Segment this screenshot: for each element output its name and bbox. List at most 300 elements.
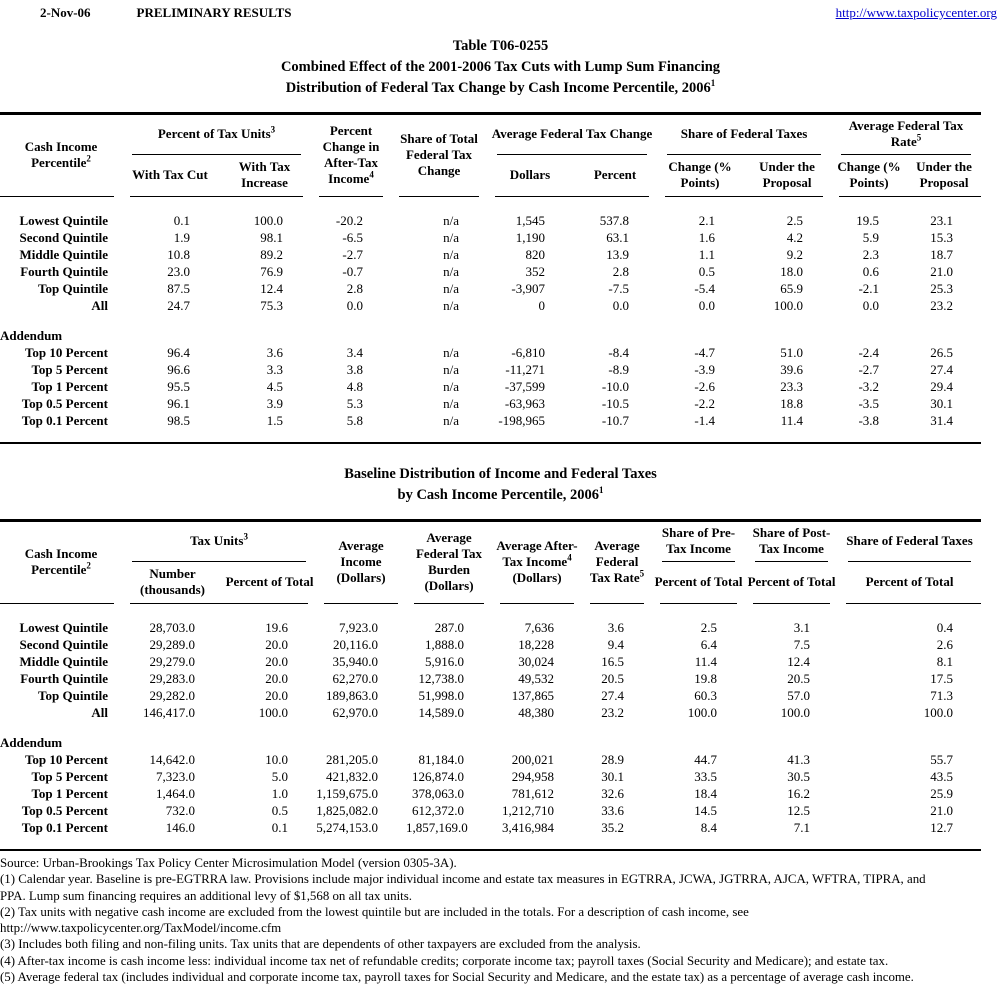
addendum-header-row — [0, 327, 981, 344]
table-row — [0, 212, 981, 229]
spacer-row — [0, 606, 981, 619]
value-cell: 98.5 — [167, 413, 190, 428]
col-header-dollars: Dollars — [509, 167, 551, 182]
value-cell: -3.2 — [858, 379, 880, 394]
value-cell: 5.3 — [346, 396, 364, 411]
value-cell: 100.0 — [773, 298, 804, 313]
value-cell: 146.0 — [165, 820, 195, 835]
value-cell: 0.0 — [698, 298, 716, 313]
value-cell: 33.5 — [694, 769, 718, 784]
footnote-marker: 3 — [270, 124, 276, 135]
addendum-label: Addendum — [0, 735, 63, 750]
value-cell: 1.5 — [266, 413, 284, 428]
table-row — [0, 687, 981, 704]
value-cell: 3.8 — [346, 362, 364, 377]
value-cell: 14.5 — [694, 803, 718, 818]
table-subtitle — [0, 78, 1001, 99]
footnotes — [0, 855, 1001, 985]
value-cell: 781,612 — [511, 786, 555, 801]
value-cell: 612,372.0 — [412, 803, 465, 818]
value-cell: 7,636 — [524, 620, 555, 635]
value-cell: 1.0 — [271, 786, 289, 801]
value-cell: 51,998.0 — [418, 688, 465, 703]
row-label: Top Quintile — [38, 281, 108, 296]
value-cell: 0.0 — [346, 298, 364, 313]
value-cell: 13.9 — [606, 247, 630, 262]
value-cell: 20.0 — [265, 671, 289, 686]
value-cell: n/a — [443, 247, 460, 262]
value-cell: 25.3 — [930, 281, 954, 296]
value-cell: -4.7 — [694, 345, 716, 360]
value-cell: 3.1 — [793, 620, 811, 635]
value-cell: 1,857,169.0 — [406, 820, 468, 835]
col-header-cash-income-percentile — [0, 115, 122, 194]
value-cell: -6,810 — [511, 345, 546, 360]
table-subtitle-text: Distribution of Federal Tax Change by Cash Income Percentile, 2006 — [285, 80, 711, 96]
value-cell: -2.7 — [858, 362, 880, 377]
value-cell: 2.5 — [786, 213, 804, 228]
value-cell: 11.4 — [780, 413, 804, 428]
value-cell: 65.9 — [780, 281, 804, 296]
value-cell: 44.7 — [694, 752, 718, 767]
value-cell: 5,916.0 — [425, 654, 465, 669]
addendum-label: Addendum — [0, 328, 63, 343]
value-cell: -8.4 — [608, 345, 630, 360]
value-cell: 19.5 — [856, 213, 880, 228]
table-title: Combined Effect of the 2001-2006 Tax Cuts with Lump Sum Financing — [280, 59, 721, 75]
row-label: Top 10 Percent — [24, 752, 108, 767]
value-cell: -2.1 — [858, 281, 880, 296]
table2-body — [0, 606, 981, 849]
value-cell: 100.0 — [780, 705, 811, 720]
value-cell: -6.5 — [342, 230, 364, 245]
footnote-marker: 4 — [567, 552, 572, 563]
value-cell: -0.7 — [342, 264, 364, 279]
footnote-line: (1) Calendar year. Baseline is pre-EGTRRA law. Provisions include major individual income and estate tax measures in EGTRRA, JCWA, JGTRRA, AJCA, WFTRA, TIPRA, and — [0, 872, 926, 887]
value-cell: 3.6 — [607, 620, 625, 635]
header-label: Average Federal Tax Rate — [848, 118, 964, 149]
value-cell: 12,738.0 — [418, 671, 465, 686]
value-cell: 100.0 — [687, 705, 718, 720]
value-cell: 820 — [525, 247, 546, 262]
value-cell: 51.0 — [780, 345, 804, 360]
value-cell: 0.1 — [271, 820, 289, 835]
value-cell: 1,159,675.0 — [316, 786, 379, 801]
col-header-change-points: Change (% Points) — [668, 159, 732, 190]
value-cell: -37,599 — [504, 379, 546, 394]
row-label: Top 1 Percent — [31, 786, 108, 801]
value-cell: 7,323.0 — [156, 769, 195, 784]
header-label: Percent of Tax Units — [157, 126, 271, 141]
col-header-cash-income-percentile — [0, 522, 122, 601]
value-cell: 41.3 — [787, 752, 811, 767]
value-cell: 732.0 — [165, 803, 195, 818]
value-cell: 96.1 — [167, 396, 190, 411]
value-cell: n/a — [443, 281, 460, 296]
value-cell: 4.2 — [786, 230, 804, 245]
row-label: Second Quintile — [19, 230, 108, 245]
value-cell: 0.1 — [173, 213, 190, 228]
value-cell: 20.5 — [787, 671, 811, 686]
value-cell: 294,958 — [511, 769, 555, 784]
value-cell: 23.2 — [601, 705, 625, 720]
value-cell: 0.5 — [271, 803, 289, 818]
value-cell: n/a — [443, 379, 460, 394]
value-cell: 28,703.0 — [149, 620, 195, 635]
value-cell: 23.3 — [780, 379, 804, 394]
value-cell: 10.0 — [265, 752, 289, 767]
value-cell: 31.4 — [930, 413, 954, 428]
table-row — [0, 229, 981, 246]
table-row — [0, 670, 981, 687]
value-cell: -7.5 — [608, 281, 630, 296]
value-cell: 60.3 — [694, 688, 718, 703]
value-cell: 23.1 — [930, 213, 954, 228]
value-cell: 3,416,984 — [502, 820, 555, 835]
footnote-marker: 3 — [243, 531, 248, 542]
spacer-row — [0, 721, 981, 734]
value-cell: 24.7 — [167, 298, 190, 313]
value-cell: 3.4 — [346, 345, 364, 360]
footnote-line: (2) Tax units with negative cash income are excluded from the lowest quintile but are included in the totals. For a description of cash income, see — [0, 904, 749, 919]
value-cell: -10.7 — [601, 413, 630, 428]
value-cell: 1.1 — [698, 247, 716, 262]
col-header-percent-of-total: Percent of Total — [865, 574, 954, 589]
table1-sub-header-row — [0, 156, 981, 194]
value-cell: 2.8 — [346, 281, 364, 296]
row-label: Top 5 Percent — [31, 362, 108, 377]
value-cell: 75.3 — [260, 298, 284, 313]
value-cell: 30.1 — [930, 396, 954, 411]
row-label: All — [91, 298, 108, 313]
value-cell: 1.6 — [698, 230, 716, 245]
value-cell: 1,825,082.0 — [316, 803, 379, 818]
row-label: Middle Quintile — [19, 247, 108, 262]
col-group-share-pre-tax-income: Share of Pre-Tax Income — [652, 522, 745, 563]
value-cell: 3.9 — [266, 396, 284, 411]
value-cell: 39.6 — [780, 362, 804, 377]
col-header-with-tax-cut: With Tax Cut — [132, 167, 208, 182]
value-cell: 0.4 — [936, 620, 954, 635]
value-cell: 63.1 — [606, 230, 630, 245]
value-cell: 29,289.0 — [149, 637, 195, 652]
baseline-table-title — [0, 464, 1001, 506]
value-cell: 12.4 — [260, 281, 284, 296]
table-row — [0, 297, 981, 314]
col-header-under-the-proposal: Under the Proposal — [916, 159, 972, 190]
tax-change-table — [0, 115, 981, 442]
col-header-percent: Percent — [593, 167, 637, 182]
col-header-average-federal-tax-rate — [582, 522, 652, 601]
value-cell: n/a — [443, 264, 460, 279]
value-cell: 1,190 — [515, 230, 546, 245]
value-cell: 15.3 — [930, 230, 954, 245]
value-cell: 537.8 — [599, 213, 630, 228]
value-cell: 18.7 — [930, 247, 954, 262]
value-cell: n/a — [443, 362, 460, 377]
value-cell: 81,184.0 — [418, 752, 465, 767]
tax-change-table-section — [0, 112, 981, 444]
value-cell: 18,228 — [518, 637, 555, 652]
table-number: Table T06-0255 — [452, 38, 549, 54]
value-cell: n/a — [443, 396, 460, 411]
value-cell: 20.0 — [265, 654, 289, 669]
value-cell: 421,832.0 — [326, 769, 379, 784]
row-label: Lowest Quintile — [19, 620, 108, 635]
value-cell: 9.4 — [607, 637, 625, 652]
value-cell: 3.3 — [266, 362, 284, 377]
value-cell: -5.4 — [694, 281, 716, 296]
row-label: Middle Quintile — [19, 654, 108, 669]
row-label: Top 0.5 Percent — [21, 803, 108, 818]
value-cell: 2.5 — [700, 620, 718, 635]
table-row — [0, 378, 981, 395]
footnote-marker: 5 — [916, 132, 922, 143]
row-label: All — [91, 705, 108, 720]
value-cell: 30.1 — [601, 769, 625, 784]
col-header-change-points: Change (% Points) — [837, 159, 901, 190]
baseline-table-section — [0, 519, 981, 851]
table-row — [0, 768, 981, 785]
spacer-row — [0, 199, 981, 212]
report-date: 2-Nov-06 — [40, 5, 91, 20]
value-cell: n/a — [443, 413, 460, 428]
col-header-average-after-tax-income — [492, 522, 582, 601]
value-cell: 76.9 — [260, 264, 284, 279]
value-cell: 96.6 — [167, 362, 190, 377]
value-cell: 21.0 — [930, 264, 954, 279]
header-label: Average Federal Tax Rate — [589, 537, 640, 585]
col-header-percent-change-after-tax-income — [311, 115, 391, 194]
value-cell: 29,283.0 — [149, 671, 195, 686]
value-cell: 25.9 — [930, 786, 954, 801]
value-cell: 19.8 — [694, 671, 718, 686]
footnote-line: (3) Includes both filing and non-filing units. Tax units that are dependents of other taxpayers are excluded from the analysis. — [0, 937, 641, 952]
value-cell: 10.8 — [167, 247, 190, 262]
value-cell: 16.5 — [601, 654, 625, 669]
header-label: Tax Units — [190, 533, 244, 548]
table-row — [0, 395, 981, 412]
value-cell: -3,907 — [511, 281, 546, 296]
value-cell: 8.1 — [936, 654, 954, 669]
table-row — [0, 751, 981, 768]
value-cell: -2.7 — [342, 247, 364, 262]
value-cell: 2.8 — [612, 264, 630, 279]
value-cell: 43.5 — [930, 769, 954, 784]
col-group-share-of-federal-taxes: Share of Federal Taxes — [657, 115, 831, 156]
col-group-share-federal-taxes: Share of Federal Taxes — [838, 522, 981, 563]
value-cell: 12.4 — [787, 654, 811, 669]
table-row — [0, 361, 981, 378]
footnote-marker: 4 — [369, 169, 374, 180]
value-cell: 8.4 — [700, 820, 718, 835]
footnote-marker: 1 — [599, 485, 604, 496]
value-cell: 1,545 — [515, 213, 546, 228]
table-row — [0, 412, 981, 429]
value-cell: 7.1 — [793, 820, 811, 835]
footnote-line: (5) Average federal tax (includes individual and corporate income tax, payroll taxes for Social Security and Medicare, and the estate tax) as a percentage of average cash income. — [0, 970, 914, 985]
table-row — [0, 653, 981, 670]
value-cell: -8.9 — [608, 362, 630, 377]
value-cell: 21.0 — [930, 803, 954, 818]
value-cell: 4.8 — [346, 379, 364, 394]
value-cell: 378,063.0 — [412, 786, 465, 801]
value-cell: 2.6 — [936, 637, 954, 652]
value-cell: 100.0 — [923, 705, 954, 720]
row-label: Top 10 Percent — [24, 345, 108, 360]
value-cell: 49,532 — [518, 671, 555, 686]
value-cell: 27.4 — [930, 362, 954, 377]
value-cell: 287.0 — [434, 620, 465, 635]
value-cell: 14,642.0 — [149, 752, 195, 767]
value-cell: 27.4 — [601, 688, 625, 703]
value-cell: 14,589.0 — [418, 705, 465, 720]
col-group-average-federal-tax-rate — [831, 115, 981, 156]
value-cell: n/a — [443, 213, 460, 228]
row-label: Fourth Quintile — [20, 264, 108, 279]
value-cell: -1.4 — [694, 413, 716, 428]
col-header-percent-of-total: Percent of Total — [747, 574, 836, 589]
value-cell: 3.6 — [266, 345, 284, 360]
value-cell: 19.6 — [265, 620, 289, 635]
value-cell: 18.4 — [694, 786, 718, 801]
value-cell: 12.7 — [930, 820, 954, 835]
table-row — [0, 263, 981, 280]
baseline-title-line2 — [0, 485, 1001, 506]
col-header-share-of-total-federal-tax-change: Share of Total Federal Tax Change — [400, 130, 478, 178]
value-cell: 5,274,153.0 — [316, 820, 379, 835]
value-cell: 29,282.0 — [149, 688, 195, 703]
value-cell: 0.5 — [698, 264, 716, 279]
col-header-with-tax-increase: With Tax Increase — [238, 159, 291, 190]
value-cell: 7.5 — [793, 637, 811, 652]
table-row — [0, 619, 981, 636]
footnote-line: PPA. Lump sum financing requires an additional levy of $1,568 on all tax units. — [0, 888, 412, 903]
table-row — [0, 785, 981, 802]
value-cell: 0.6 — [862, 264, 880, 279]
value-cell: -2.6 — [694, 379, 716, 394]
footnote-marker: 1 — [710, 78, 716, 89]
header-label: (Dollars) — [512, 569, 562, 585]
table-row — [0, 819, 981, 836]
value-cell: 20.0 — [265, 688, 289, 703]
table1-bottom-border — [0, 442, 981, 444]
value-cell: 32.6 — [601, 786, 625, 801]
col-header-under-the-proposal: Under the Proposal — [759, 159, 815, 190]
value-cell: 0.0 — [612, 298, 630, 313]
value-cell: 100.0 — [258, 705, 289, 720]
preliminary-results-label: PRELIMINARY RESULTS — [136, 5, 292, 20]
value-cell: 98.1 — [260, 230, 284, 245]
header-label: Average After-Tax Income — [496, 537, 578, 569]
value-cell: 29,279.0 — [149, 654, 195, 669]
value-cell: -3.5 — [858, 396, 880, 411]
header-label: Percent Change in After-Tax Income — [322, 122, 380, 186]
footnote-marker: 2 — [86, 153, 91, 164]
baseline-distribution-table — [0, 522, 981, 849]
value-cell: 62,270.0 — [332, 671, 379, 686]
value-cell: 18.8 — [780, 396, 804, 411]
baseline-title-line2-text: by Cash Income Percentile, 2006 — [397, 487, 599, 503]
spacer-row — [0, 429, 981, 442]
row-label: Top 0.1 Percent — [21, 413, 108, 428]
col-header-average-income: Average Income (Dollars) — [336, 537, 386, 585]
spacer-row — [0, 314, 981, 327]
footnote-marker: 2 — [86, 560, 91, 571]
col-header-average-federal-tax-burden: Average Federal Tax Burden (Dollars) — [415, 529, 483, 593]
value-cell: 23.2 — [930, 298, 954, 313]
value-cell: 30,024 — [518, 654, 555, 669]
table-row — [0, 704, 981, 721]
value-cell: 2.3 — [862, 247, 880, 262]
value-cell: -198,965 — [498, 413, 546, 428]
value-cell: 2.1 — [698, 213, 716, 228]
value-cell: 0 — [538, 298, 546, 313]
value-cell: 126,874.0 — [412, 769, 465, 784]
page-header — [0, 0, 1001, 21]
table1-body — [0, 199, 981, 442]
table-row — [0, 802, 981, 819]
value-cell: 11.4 — [694, 654, 718, 669]
table1-group-header-row — [0, 115, 981, 156]
table-row — [0, 344, 981, 361]
value-cell: 18.0 — [780, 264, 804, 279]
value-cell: n/a — [443, 230, 460, 245]
value-cell: 89.2 — [260, 247, 284, 262]
value-cell: 17.5 — [930, 671, 954, 686]
value-cell: 1,888.0 — [425, 637, 465, 652]
value-cell: 4.5 — [266, 379, 284, 394]
value-cell: 30.5 — [787, 769, 811, 784]
value-cell: 20.5 — [601, 671, 625, 686]
value-cell: 100.0 — [253, 213, 284, 228]
row-label: Top 5 Percent — [31, 769, 108, 784]
footnote-marker: 5 — [639, 568, 645, 579]
value-cell: n/a — [443, 345, 460, 360]
value-cell: 35,940.0 — [332, 654, 379, 669]
value-cell: 96.4 — [167, 345, 190, 360]
value-cell: 95.5 — [167, 379, 190, 394]
value-cell: 281,205.0 — [326, 752, 379, 767]
col-header-number-thousands: Number (thousands) — [139, 566, 206, 597]
value-cell: 200,021 — [511, 752, 555, 767]
col-group-tax-units — [122, 522, 316, 563]
col-group-share-post-tax-income: Share of Post-Tax Income — [745, 522, 838, 563]
value-cell: 20.0 — [265, 637, 289, 652]
value-cell: 1.9 — [173, 230, 190, 245]
value-cell: 33.6 — [601, 803, 625, 818]
taxpolicycenter-link[interactable]: http://www.taxpolicycenter.org — [835, 5, 997, 20]
footnote-line: Source: Urban-Brookings Tax Policy Center Microsimulation Model (version 0305-3A). — [0, 856, 457, 870]
row-label: Top 0.1 Percent — [21, 820, 108, 835]
row-label: Second Quintile — [19, 637, 108, 652]
row-label: Fourth Quintile — [20, 671, 108, 686]
col-group-average-federal-tax-change: Average Federal Tax Change — [487, 115, 657, 156]
value-cell: 55.7 — [930, 752, 954, 767]
value-cell: 0.0 — [862, 298, 880, 313]
value-cell: 28.9 — [601, 752, 625, 767]
value-cell: 29.4 — [930, 379, 954, 394]
table-row — [0, 636, 981, 653]
value-cell: 5.0 — [271, 769, 289, 784]
value-cell: -11,271 — [505, 362, 546, 377]
table2-bottom-border — [0, 849, 981, 851]
value-cell: 57.0 — [787, 688, 811, 703]
value-cell: 87.5 — [167, 281, 190, 296]
value-cell: -3.8 — [858, 413, 880, 428]
value-cell: 35.2 — [601, 820, 625, 835]
title-block — [0, 36, 1001, 99]
